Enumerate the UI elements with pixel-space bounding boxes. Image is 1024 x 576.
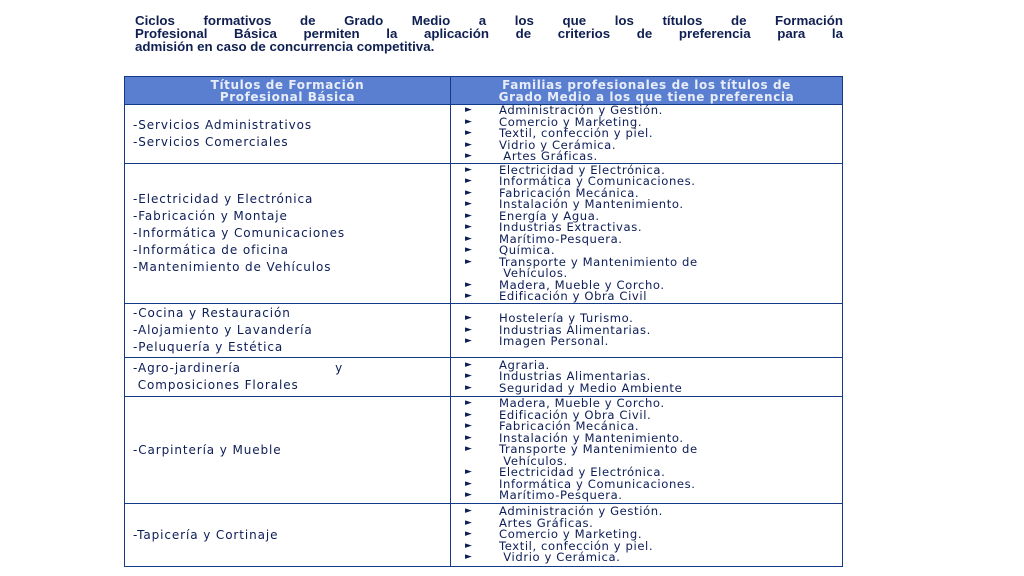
family-label: Agraria. [499, 357, 550, 372]
family-label: Vehículos. [499, 453, 568, 468]
arrow-bullet-icon: ► [465, 105, 473, 116]
arrow-bullet-icon: ► [465, 210, 473, 221]
title-item: -Informática de oficina [133, 243, 289, 257]
arrow-bullet-icon: ► [465, 490, 473, 501]
preference-table [124, 76, 843, 567]
table-row [125, 105, 842, 164]
title-item: -Cocina y Restauración [133, 306, 291, 320]
table-row [125, 358, 842, 397]
arrow-bullet-icon: ► [465, 151, 473, 162]
family-label: Transporte y Mantenimiento de [499, 254, 698, 269]
arrow-bullet-icon: ► [465, 187, 473, 198]
family-label: Electricidad y Electrónica. [499, 465, 666, 480]
family-label: Textil, confección y piel. [499, 538, 654, 553]
intro-line: Profesional Básica permiten la aplicación de criterios de preferencia para la [135, 26, 843, 41]
arrow-bullet-icon: ► [465, 517, 473, 528]
title-item: -Peluquería y Estética [133, 340, 284, 354]
arrow-bullet-icon: ► [465, 324, 473, 335]
arrow-bullet-icon: ► [465, 222, 473, 232]
family-label: Electricidad y Electrónica. [499, 162, 666, 177]
title-item: -Mantenimiento de Vehículos [133, 260, 332, 274]
family-label: Artes Gráficas. [499, 149, 598, 164]
row-families-cell [451, 304, 842, 357]
row-titles-cell [125, 358, 451, 396]
title-item: -Electricidad y Electrónica [133, 192, 314, 206]
row-titles-cell [125, 164, 451, 303]
row-families-cell [451, 105, 842, 163]
family-item [465, 552, 842, 564]
title-item: -Fabricación y Montaje [133, 209, 288, 223]
row-titles-cell [125, 105, 451, 163]
row-titles-cell [125, 397, 451, 503]
table-row [125, 164, 842, 304]
header-text: Títulos de Formación [210, 77, 365, 92]
arrow-bullet-icon: ► [465, 233, 473, 244]
family-label: Informática y Comunicaciones. [499, 174, 696, 188]
table-body [125, 105, 842, 566]
family-label: Industrias Alimentarias. [499, 322, 651, 337]
family-label: Marítimo-Pesquera. [499, 231, 623, 246]
family-label: Informática y Comunicaciones. [499, 476, 696, 491]
arrow-bullet-icon: ► [465, 540, 473, 551]
arrow-bullet-icon: ► [465, 139, 473, 150]
arrow-bullet-icon: ► [465, 467, 473, 478]
family-label: Seguridad y Medio Ambiente [499, 380, 683, 395]
title-item: -Agro-jardinería y [133, 361, 344, 375]
title-item: -Informática y Comunicaciones [133, 226, 346, 240]
header-text: Familias profesionales de los títulos de [502, 77, 791, 92]
family-label: Vehículos. [499, 266, 568, 280]
family-label: Madera, Mueble y Corcho. [499, 277, 665, 292]
row-families-cell [451, 504, 842, 566]
intro-line: Ciclos formativos de Grado Medio a los que los títulos de Formación [135, 13, 843, 28]
family-label: Administración y Gestión. [499, 504, 663, 519]
arrow-bullet-icon: ► [465, 529, 473, 540]
table-row [125, 504, 842, 566]
arrow-bullet-icon: ► [465, 256, 473, 267]
arrow-bullet-icon: ► [465, 128, 473, 139]
table-row [125, 304, 842, 358]
intro-line: admisión en caso de concurrencia competitiva. [135, 39, 435, 54]
title-item: Composiciones Florales [133, 378, 299, 392]
arrow-bullet-icon: ► [465, 432, 473, 443]
arrow-bullet-icon: ► [465, 409, 473, 420]
family-item [465, 380, 842, 395]
family-label: Hostelería y Turismo. [499, 311, 634, 326]
header-families-column [451, 77, 842, 104]
header-text: Profesional Básica [219, 89, 356, 104]
table-header [125, 77, 842, 105]
family-label: Química. [499, 243, 556, 257]
family-label: Instalación y Mantenimiento. [499, 430, 684, 445]
title-item: -Alojamiento y Lavandería [133, 323, 313, 337]
family-label: Industrias Extractivas. [499, 220, 643, 234]
arrow-bullet-icon: ► [465, 506, 473, 517]
row-titles-cell [125, 304, 451, 357]
family-label: Comercio y Marketing. [499, 114, 643, 129]
arrow-bullet-icon: ► [465, 279, 473, 290]
arrow-bullet-icon: ► [465, 382, 473, 393]
family-item [465, 291, 842, 303]
family-label: Fabricación Mecánica. [499, 419, 640, 434]
family-label: Madera, Mueble y Corcho. [499, 396, 665, 411]
family-label: Vidrio y Cerámica. [499, 550, 621, 565]
row-titles-cell [125, 504, 451, 566]
family-label: Edificación y Obra Civil [499, 289, 648, 303]
arrow-bullet-icon: ► [465, 313, 473, 324]
row-families-cell [451, 397, 842, 503]
family-label: Imagen Personal. [499, 334, 609, 349]
title-item: -Carpintería y Mueble [133, 442, 282, 457]
arrow-bullet-icon: ► [465, 359, 473, 370]
family-item [465, 490, 842, 502]
arrow-bullet-icon: ► [465, 336, 473, 347]
arrow-bullet-icon: ► [465, 371, 473, 382]
family-label: Energía y Agua. [499, 208, 600, 223]
family-label: Textil, confección y piel. [499, 126, 654, 141]
title-item: -Servicios Comerciales [133, 135, 289, 149]
header-text: Grado Medio a los que tiene preferencia [498, 89, 795, 104]
arrow-bullet-icon: ► [465, 421, 473, 432]
arrow-bullet-icon: ► [465, 291, 473, 301]
row-families-cell [451, 358, 842, 396]
intro-paragraph [135, 14, 843, 53]
family-label: Comercio y Marketing. [499, 527, 643, 542]
family-label: Marítimo-Pesquera. [499, 488, 623, 503]
header-titles-column [125, 77, 451, 104]
arrow-bullet-icon: ► [465, 199, 473, 209]
family-label: Vidrio y Cerámica. [499, 137, 617, 152]
row-families-cell [451, 164, 842, 303]
table-row [125, 397, 842, 504]
family-label: Artes Gráficas. [499, 515, 594, 530]
arrow-bullet-icon: ► [465, 164, 473, 175]
arrow-bullet-icon: ► [465, 552, 473, 563]
family-label: Industrias Alimentarias. [499, 369, 651, 384]
family-label: Fabricación Mecánica. [499, 185, 640, 200]
family-item [465, 336, 842, 348]
family-label: Edificación y Obra Civil. [499, 407, 652, 422]
family-label: Transporte y Mantenimiento de [499, 442, 698, 457]
arrow-bullet-icon: ► [465, 176, 473, 186]
arrow-bullet-icon: ► [465, 398, 473, 409]
title-item: -Tapicería y Cortinaje [133, 527, 279, 542]
arrow-bullet-icon: ► [465, 245, 473, 255]
family-label: Administración y Gestión. [499, 103, 663, 118]
family-label: Instalación y Mantenimiento. [499, 197, 684, 211]
arrow-bullet-icon: ► [465, 116, 473, 127]
title-item: -Servicios Administrativos [133, 118, 312, 132]
arrow-bullet-icon: ► [465, 444, 473, 455]
family-item [465, 151, 842, 163]
arrow-bullet-icon: ► [465, 478, 473, 489]
